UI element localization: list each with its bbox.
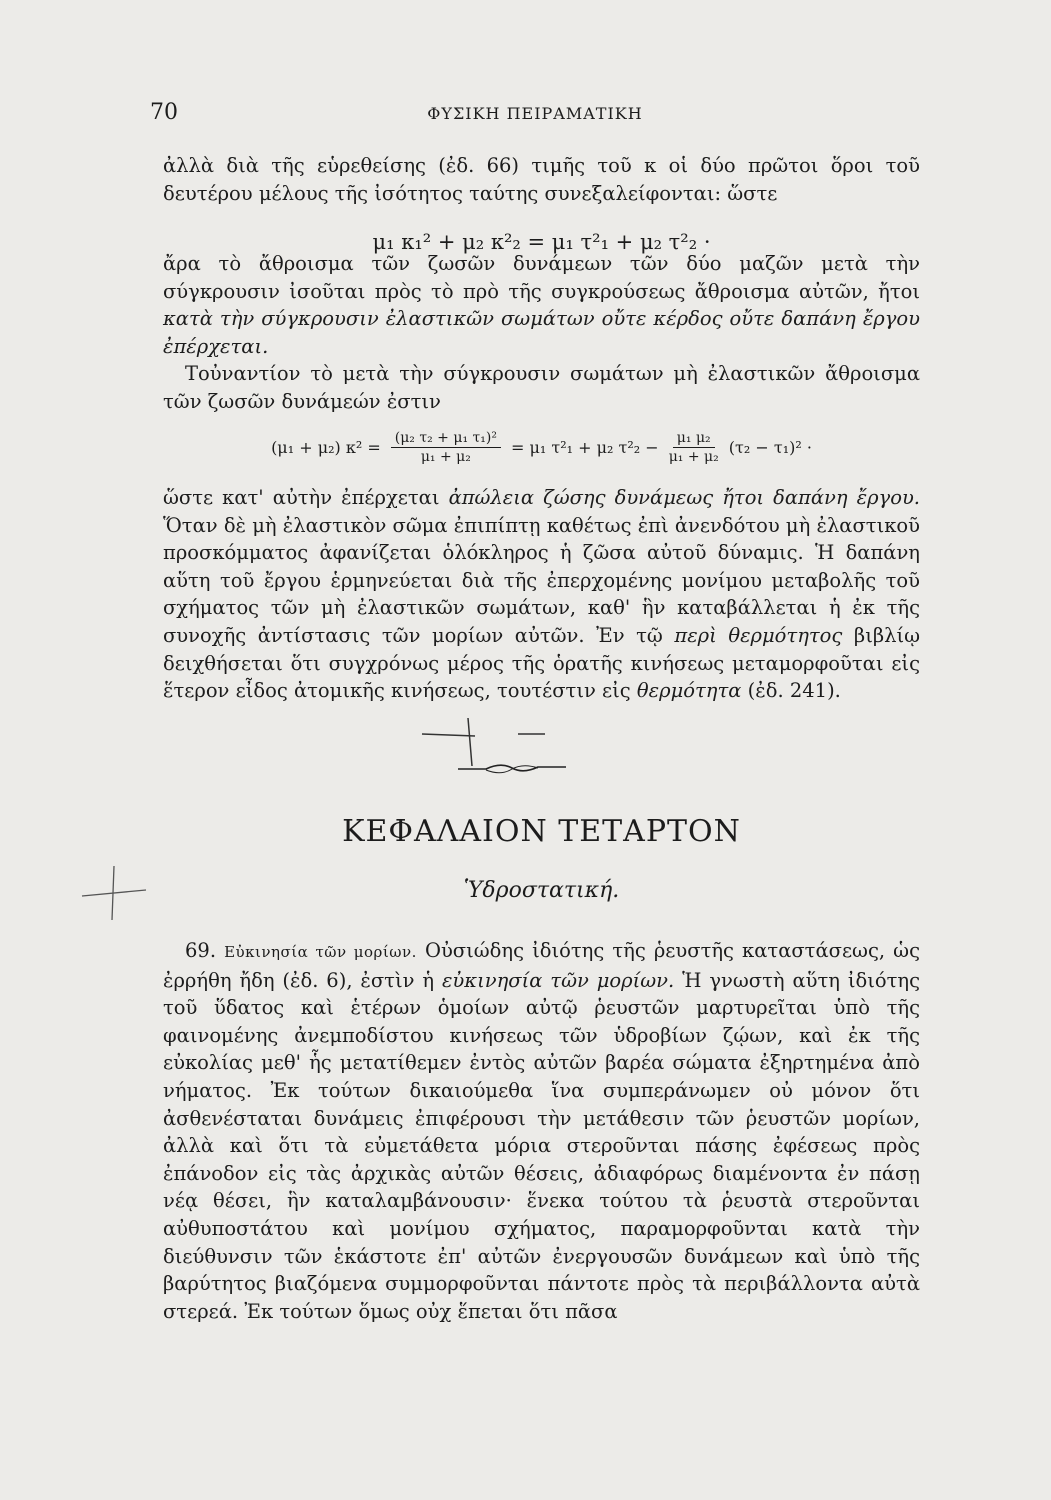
italic-text: θερμότητα [636, 679, 742, 703]
paragraph-text: βιβλίῳ δειχθήσεται ὅτι συγχρόνως μέρος τῆς ὁρατῆς κινήσεως μεταμορφοῦται εἰς ἕτερον εἶδος ἀτομικῆς κινήσεως, τουτέστιν εἰς [163, 623, 921, 703]
section-heading: Εὐκινησία τῶν μορίων. [224, 943, 417, 961]
running-title: ΦΥΣΙΚΗ ΠΕΙΡΑΜΑΤΙΚΗ [427, 104, 643, 123]
paragraph-text: ἀλλὰ διὰ τῆς εὑρεθείσης (ἐδ. 66) τιμῆς τοῦ κ οἱ δύο πρῶτοι ὅροι τοῦ δευτέρου μέλους τῆς ἰσότητος ταύτης συνεξαλείφονται: ὥστε [163, 154, 920, 205]
fraction-numerator: μ₁ μ₂ [673, 429, 715, 448]
italic-text: περὶ θερμότητος [674, 623, 843, 647]
paragraph-text: ὥστε κατ' αὐτὴν ἐπέρχεται [163, 486, 440, 509]
paragraph-text: (ἐδ. 241). [747, 679, 841, 703]
equation-elastic: μ₁ κ₁² + μ₂ κ²₂ = μ₁ τ²₁ + μ₂ τ²₂ · [372, 230, 711, 254]
chapter-title: ΚΕΦΑΛΑΙΟΝ ΤΕΤΑΡΤΟΝ [342, 814, 741, 849]
fraction [669, 429, 719, 466]
paragraph-text: Οὐσιώδης ἰδιότης τῆς ῥευστῆς καταστάσεως, ὡς ἐρρήθη ἤδη (ἐδ. 6), ἐστὶν ἡ [163, 939, 920, 992]
chapter-subtitle: Ὑδροστατική. [463, 878, 620, 903]
fraction-denominator: μ₁ + μ₂ [420, 448, 471, 465]
fraction-numerator: (μ₂ τ₂ + μ₁ τ₁)² [391, 429, 501, 448]
italic-text: κατὰ τὴν σύγκρουσιν ἐλαστικῶν σωμάτων οὔτε κέρδος οὔτε δαπάνη ἔργου ἐπέρχεται. [163, 307, 920, 358]
section-69 [163, 937, 920, 1325]
paragraph-energy-loss [163, 484, 920, 705]
paragraph-intro [163, 152, 920, 207]
page-number: 70 [150, 100, 178, 125]
paragraph-text: Ἡ γνωστὴ αὕτη ἰδιότης τοῦ ὕδατος καὶ ἑτέρων ὁμοίων αὐτῷ ῥευστῶν μαρτυρεῖται ὑπὸ τῆς φαινομένης ἀνεμποδίστου κινήσεως τῶν ὑδροβίων ζῴων, καὶ ἐκ τῆς εὐκολίας μεθ' ἧς μετατίθεμεν ἐντὸς αὐτῶν βαρέα σώματα ἐξηρτημένα ἀπὸ νήματος. Ἐκ τούτων δικαιούμεθα ἵνα συμπεράνωμεν οὐ μόνον ὅτι ἀσθενέσταται δυνάμεις ἐπιφέρουσι τὴν μετάθεσιν τῶν ῥευστῶν μορίων, ἀλλὰ καὶ ὅτι τὰ εὐμετάθετα μόρια στεροῦνται πάσης ἐφέσεως πρὸς ἐπάνοδον εἰς τὰς ἀρχικὰς αὐτῶν θέσεις, ἀδιαφόρως διαμένοντα ἐν πάσῃ νέᾳ θέσει, ἣν καταλαμβάνουσιν· ἕνεκα τούτου τὰ ῥευστὰ στεροῦνται αὐθυποστάτου καὶ μονίμου σχήματος, παραμορφοῦνται κατὰ τὴν διεύθυνσιν τῶν ἑκάστοτε ἐπ' αὐτῶν ἐνεργουσῶν δυνάμεων καὶ ὑπὸ τῆς βαρύτητος βιαζόμενα συμμορφοῦνται πάντοτε πρὸς τὰ περιβάλλοντα αὐτὰ στερεά. Ἐκ τούτων ὅμως οὐχ ἕπεται ὅτι πᾶσα [163, 968, 920, 1323]
fraction-denominator: μ₁ + μ₂ [668, 448, 719, 465]
divider-ornament [456, 756, 568, 780]
paragraph-text: ἄρα τὸ ἄθροισμα τῶν ζωσῶν δυνάμεων τῶν δύο μαζῶν μετὰ τὴν σύγκρουσιν ἰσοῦται πρὸς τὸ πρὸ τῆς συγκρούσεως ἄθροισμα αὐτῶν, ἤτοι [163, 252, 920, 303]
paragraph-elastic-conclusion [163, 250, 920, 416]
italic-text: εὐκινησία τῶν μορίων. [441, 968, 675, 992]
page-header [150, 100, 920, 130]
section-number: 69. [185, 939, 217, 962]
paragraph-text: Ὅταν δὲ μὴ ἐλαστικὸν σῶμα ἐπιπίπτῃ καθέτως ἐπὶ ἀνενδότου μὴ ἐλαστικοῦ προσκόμματος ἀφανίζεται ὁλόκληρος ἡ ζῶσα αὐτοῦ δύναμις. Ἡ δαπάνη αὕτη τοῦ ἔργου ἑρμηνεύεται διὰ τῆς ἐπερχομένης μονίμου μεταβολῆς τοῦ σχήματος τῶν μὴ ἐλαστικῶν σωμάτων, καθ' ἣν καταβάλλεται ἡ ἐκ τῆς συνοχῆς ἀντίστασις τῶν μορίων αὐτῶν. Ἐν τῷ [163, 513, 920, 647]
equation-inelastic [163, 422, 920, 472]
italic-text: ἀπώλεια ζώσης δυνάμεως ἤτοι δαπάνη ἔργου. [448, 486, 920, 509]
equation-lhs: (μ₁ + μ₂) κ² = [271, 437, 381, 457]
equation-mid: = μ₁ τ²₁ + μ₂ τ²₂ − [510, 437, 659, 457]
fraction [391, 429, 501, 466]
paragraph-inelastic: Τοὐναντίον τὸ μετὰ τὴν σύγκρουσιν σωμάτων μὴ ἐλαστικῶν ἄθροισμα τῶν ζωσῶν δυνάμεών ἐστιν [163, 362, 920, 413]
equation-rhs: (τ₂ − τ₁)² · [728, 437, 812, 457]
margin-cross-mark [80, 862, 150, 922]
